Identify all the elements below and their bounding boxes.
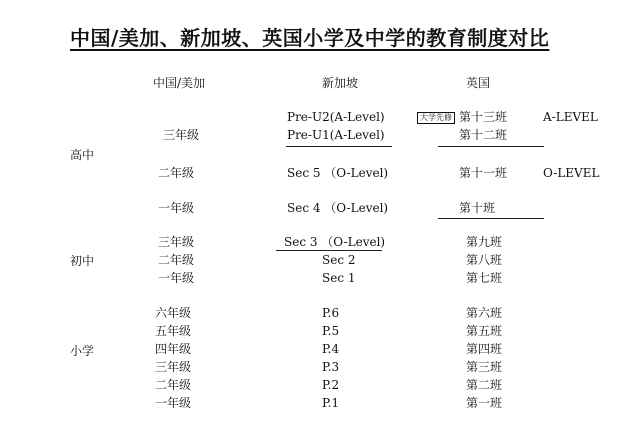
- sg-grade-p2: P.2: [322, 378, 340, 392]
- level-label-high-school: 高中: [70, 148, 95, 162]
- china-primary-grade-3: 三年级: [155, 360, 192, 374]
- document-title: 中国/美加、新加坡、英国小学及中学的教育制度对比: [70, 26, 550, 50]
- uk-year-6: 第六班: [466, 306, 503, 320]
- uk-qualification-o-level: O-LEVEL: [543, 166, 600, 180]
- china-primary-grade-4: 四年级: [155, 342, 192, 356]
- uk-year-1: 第一班: [466, 396, 503, 410]
- uk-sixth-form-underline: [438, 146, 544, 147]
- column-header-china: 中国/美加: [153, 76, 206, 90]
- uk-gcse-underline: [438, 218, 544, 219]
- column-header-singapore: 新加坡: [322, 76, 359, 90]
- uk-year-10: 第十班: [459, 201, 496, 215]
- uk-qualification-a-level: A-LEVEL: [543, 110, 598, 124]
- level-label-junior-school: 初中: [70, 254, 95, 268]
- uk-year-4: 第四班: [466, 342, 503, 356]
- sg-grade-sec-3: Sec 3 （O-Level): [284, 235, 386, 249]
- sg-grade-p5: P.5: [322, 324, 340, 338]
- sg-grade-sec-2: Sec 2: [322, 253, 356, 267]
- sg-grade-sec-4: Sec 4 （O-Level): [287, 201, 389, 215]
- uk-pre-university-box: 大学先修: [417, 112, 455, 124]
- uk-year-13: 第十三班: [459, 110, 508, 124]
- china-high-grade-1: 一年级: [158, 201, 195, 215]
- uk-year-9: 第九班: [466, 235, 503, 249]
- sg-grade-p1: P.1: [322, 396, 340, 410]
- uk-year-7: 第七班: [466, 271, 503, 285]
- china-junior-grade-1: 一年级: [158, 271, 195, 285]
- sg-grade-p3: P.3: [322, 360, 340, 374]
- sg-grade-sec-5: Sec 5 （O-Level): [287, 166, 389, 180]
- china-junior-grade-2: 二年级: [158, 253, 195, 267]
- level-label-primary-school: 小学: [70, 344, 95, 358]
- china-primary-grade-6: 六年级: [155, 306, 192, 320]
- uk-year-11: 第十一班: [459, 166, 508, 180]
- uk-year-5: 第五班: [466, 324, 503, 338]
- china-primary-grade-2: 二年级: [155, 378, 192, 392]
- china-primary-grade-1: 一年级: [155, 396, 192, 410]
- sg-pre-u-underline: [286, 146, 392, 147]
- uk-year-12: 第十二班: [459, 128, 508, 142]
- china-primary-grade-5: 五年级: [155, 324, 192, 338]
- sg-grade-pre-u1: Pre-U1(A-Level): [287, 128, 385, 142]
- sg-grade-pre-u2: Pre-U2(A-Level): [287, 110, 385, 124]
- uk-year-2: 第二班: [466, 378, 503, 392]
- china-high-grade-3: 三年级: [163, 128, 200, 142]
- china-high-grade-2: 二年级: [158, 166, 195, 180]
- sg-grade-sec-1: Sec 1: [322, 271, 356, 285]
- uk-year-3: 第三班: [466, 360, 503, 374]
- sg-grade-p4: P.4: [322, 342, 340, 356]
- column-header-uk: 英国: [466, 76, 491, 90]
- china-junior-grade-3: 三年级: [158, 235, 195, 249]
- sg-secondary-underline: [276, 250, 382, 251]
- sg-grade-p6: P.6: [322, 306, 340, 320]
- uk-year-8: 第八班: [466, 253, 503, 267]
